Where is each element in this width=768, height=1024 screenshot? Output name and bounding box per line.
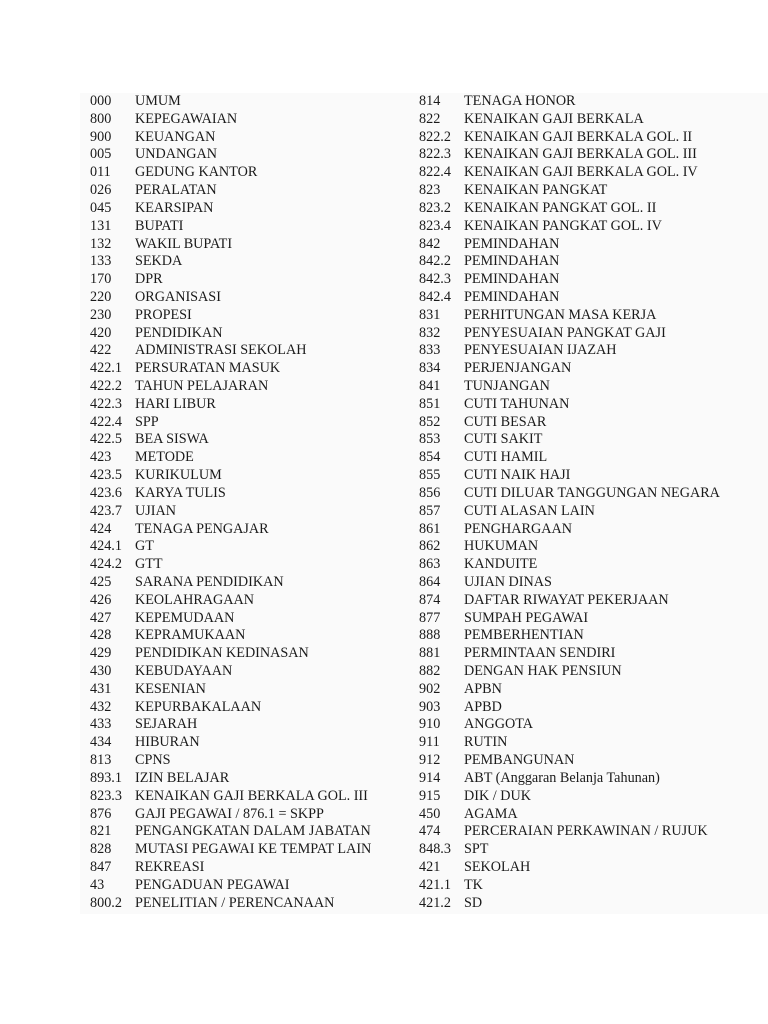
classification-label: PENDIDIKAN KEDINASAN <box>135 645 309 662</box>
classification-label: ADMINISTRASI SEKOLAH <box>135 342 307 359</box>
classification-label: PENELITIAN / PERENCANAAN <box>135 894 335 911</box>
classification-code: 863 <box>419 556 441 573</box>
classification-label: PROPESI <box>135 306 192 323</box>
classification-label: DAFTAR RIWAYAT PEKERJAAN <box>464 591 669 608</box>
classification-label: PENGADUAN PEGAWAI <box>135 876 290 893</box>
classification-code: 424.1 <box>90 538 122 555</box>
classification-label: GAJI PEGAWAI / 876.1 = SKPP <box>135 805 324 822</box>
classification-code: 877 <box>419 609 441 626</box>
classification-label: KEUANGAN <box>135 128 216 145</box>
classification-code: 230 <box>90 306 112 323</box>
classification-label: PERMINTAAN SENDIRI <box>464 645 616 662</box>
classification-code: 423 <box>90 449 112 466</box>
classification-label: SEJARAH <box>135 716 198 733</box>
classification-code: 132 <box>90 235 112 252</box>
classification-label: PEMINDAHAN <box>464 253 560 270</box>
classification-label: KENAIKAN PANGKAT <box>464 182 608 199</box>
classification-code: 881 <box>419 645 441 662</box>
classification-label: CUTI ALASAN LAIN <box>464 502 595 519</box>
classification-code: 422.5 <box>90 431 122 448</box>
classification-code: 422.3 <box>90 395 122 412</box>
classification-code: 903 <box>419 698 441 715</box>
classification-label: SEKDA <box>135 253 183 270</box>
classification-label: PEMBERHENTIAN <box>464 627 584 644</box>
classification-code: 220 <box>90 288 112 305</box>
classification-code: 834 <box>419 360 441 377</box>
classification-label: PERJENJANGAN <box>464 360 572 377</box>
classification-code: 912 <box>419 752 441 769</box>
classification-label: REKREASI <box>135 858 205 875</box>
classification-code: 434 <box>90 734 112 751</box>
classification-code: 011 <box>90 164 111 181</box>
classification-code: 842.4 <box>419 288 451 305</box>
classification-label: PENYESUAIAN PANGKAT GAJI <box>464 324 666 341</box>
classification-label: KANDUITE <box>464 556 538 573</box>
classification-code: 857 <box>419 502 441 519</box>
classification-label: CUTI HAMIL <box>464 449 548 466</box>
classification-label: KENAIKAN GAJI BERKALA <box>464 110 644 127</box>
classification-code: 432 <box>90 698 112 715</box>
classification-code: 842 <box>419 235 441 252</box>
classification-label: SPP <box>135 413 159 430</box>
classification-label: UNDANGAN <box>135 146 217 163</box>
classification-label: TENAGA PENGAJAR <box>135 520 269 537</box>
classification-code: 026 <box>90 182 112 199</box>
classification-label: UMUM <box>135 93 181 109</box>
classification-label: AGAMA <box>464 805 518 822</box>
classification-label: RUTIN <box>464 734 508 751</box>
classification-code: 474 <box>419 823 441 840</box>
classification-label: PENGHARGAAN <box>464 520 572 537</box>
classification-code: 861 <box>419 520 441 537</box>
classification-code: 131 <box>90 217 112 234</box>
classification-code: 424 <box>90 520 112 537</box>
classification-label: SUMPAH PEGAWAI <box>464 609 589 626</box>
classification-code: 876 <box>90 805 112 822</box>
classification-label: WAKIL BUPATI <box>135 235 233 252</box>
classification-label: ANGGOTA <box>464 716 534 733</box>
classification-label: DPR <box>135 271 163 288</box>
classification-code: 426 <box>90 591 112 608</box>
classification-code: 882 <box>419 663 441 679</box>
classification-label: DENGAN HAK PENSIUN <box>464 663 622 679</box>
classification-code: 422.4 <box>90 413 122 430</box>
classification-label: PEMINDAHAN <box>464 271 560 288</box>
classification-code: 422.2 <box>90 378 122 394</box>
classification-code: 430 <box>90 663 112 679</box>
classification-label: TAHUN PELAJARAN <box>135 378 269 394</box>
classification-code: 862 <box>419 538 441 555</box>
classification-label: SEKOLAH <box>464 858 531 875</box>
classification-label: METODE <box>135 449 194 466</box>
classification-code: 421.1 <box>419 876 451 893</box>
classification-code: 822.4 <box>419 164 451 181</box>
classification-code: 433 <box>90 716 112 733</box>
classification-code: 823 <box>419 182 441 199</box>
classification-code: 427 <box>90 609 112 626</box>
classification-label: APBD <box>464 698 502 715</box>
classification-code: 842.3 <box>419 271 451 288</box>
classification-code: 43 <box>90 876 105 893</box>
classification-code: 823.4 <box>419 217 451 234</box>
classification-code: 424.2 <box>90 556 122 573</box>
classification-label: MUTASI PEGAWAI KE TEMPAT LAIN <box>135 841 372 858</box>
classification-label: ABT (Anggaran Belanja Tahunan) <box>464 769 660 786</box>
classification-label: KURIKULUM <box>135 467 222 484</box>
classification-code: 823.2 <box>419 199 451 216</box>
classification-code: 431 <box>90 680 112 697</box>
classification-label: KEBUDAYAAN <box>135 663 233 679</box>
classification-code: 422.1 <box>90 360 122 377</box>
classification-code: 856 <box>419 484 441 501</box>
classification-label: UJIAN <box>135 502 176 519</box>
classification-code: 133 <box>90 253 112 270</box>
classification-label: TK <box>464 876 483 893</box>
classification-code: 428 <box>90 627 112 644</box>
classification-label: PERCERAIAN PERKAWINAN / RUJUK <box>464 823 708 840</box>
classification-code: 833 <box>419 342 441 359</box>
classification-code: 813 <box>90 752 112 769</box>
classification-code: 800 <box>90 110 112 127</box>
classification-label: SARANA PENDIDIKAN <box>135 573 284 590</box>
classification-label: KEARSIPAN <box>135 199 214 216</box>
classification-code: 450 <box>419 805 441 822</box>
classification-label: HUKUMAN <box>464 538 539 555</box>
classification-code: 005 <box>90 146 112 163</box>
classification-label: CUTI SAKIT <box>464 431 543 448</box>
classification-code: 425 <box>90 573 112 590</box>
classification-code: 847 <box>90 858 112 875</box>
classification-label: KEPRAMUKAAN <box>135 627 246 644</box>
classification-label: CUTI NAIK HAJI <box>464 467 571 484</box>
classification-code: 893.1 <box>90 769 122 786</box>
classification-code: 902 <box>419 680 441 697</box>
classification-label: TUNJANGAN <box>464 378 550 394</box>
classification-code: 423.5 <box>90 467 122 484</box>
classification-code: 854 <box>419 449 441 466</box>
classification-label: PENDIDIKAN <box>135 324 223 341</box>
classification-label: KEPURBAKALAAN <box>135 698 262 715</box>
classification-code: 853 <box>419 431 441 448</box>
classification-label: PENYESUAIAN IJAZAH <box>464 342 617 359</box>
classification-code: 822 <box>419 110 441 127</box>
classification-label: BEA SISWA <box>135 431 209 448</box>
classification-label: HARI LIBUR <box>135 395 216 412</box>
classification-code: 848.3 <box>419 841 451 858</box>
classification-label: KARYA TULIS <box>135 484 226 501</box>
classification-code: 831 <box>419 306 441 323</box>
classification-label: HIBURAN <box>135 734 200 751</box>
classification-label: PERHITUNGAN MASA KERJA <box>464 306 657 323</box>
classification-label: PENGANGKATAN DALAM JABATAN <box>135 823 371 840</box>
classification-code: 821 <box>90 823 112 840</box>
classification-label: KEPEMUDAAN <box>135 609 235 626</box>
classification-code: 823.3 <box>90 787 122 804</box>
classification-label: PERSURATAN MASUK <box>135 360 281 377</box>
classification-code: 000 <box>90 93 112 109</box>
classification-label: CUTI BESAR <box>464 413 547 430</box>
classification-code: 852 <box>419 413 441 430</box>
classification-code: 910 <box>419 716 441 733</box>
classification-label: KEOLAHRAGAAN <box>135 591 255 608</box>
classification-label: APBN <box>464 680 502 697</box>
classification-code: 822.2 <box>419 128 451 145</box>
classification-code: 420 <box>90 324 112 341</box>
classification-label: UJIAN DINAS <box>464 573 552 590</box>
classification-label: TENAGA HONOR <box>464 93 576 109</box>
classification-code: 874 <box>419 591 441 608</box>
classification-code: 842.2 <box>419 253 451 270</box>
classification-code: 045 <box>90 199 112 216</box>
classification-label: PERALATAN <box>135 182 217 199</box>
classification-label: GEDUNG KANTOR <box>135 164 258 181</box>
classification-code: 864 <box>419 573 441 590</box>
classification-code: 911 <box>419 734 440 751</box>
classification-label: CUTI TAHUNAN <box>464 395 570 412</box>
classification-label: KENAIKAN GAJI BERKALA GOL. II <box>464 128 693 145</box>
classification-label: KENAIKAN GAJI BERKALA GOL. III <box>135 787 368 804</box>
classification-code: 423.7 <box>90 502 122 519</box>
classification-code: 841 <box>419 378 441 394</box>
classification-code: 851 <box>419 395 441 412</box>
classification-code: 888 <box>419 627 441 644</box>
classification-label: KEPEGAWAIAN <box>135 110 238 127</box>
classification-label: SPT <box>464 841 489 858</box>
classification-label: PEMINDAHAN <box>464 235 560 252</box>
classification-code: 423.6 <box>90 484 122 501</box>
classification-label: KENAIKAN GAJI BERKALA GOL. III <box>464 146 697 163</box>
classification-label: DIK / DUK <box>464 787 531 804</box>
classification-label: SD <box>464 894 483 911</box>
classification-label: CUTI DILUAR TANGGUNGAN NEGARA <box>464 484 720 501</box>
classification-code: 822.3 <box>419 146 451 163</box>
classification-label: GT <box>135 538 154 555</box>
classification-label: PEMBANGUNAN <box>464 752 575 769</box>
classification-code: 814 <box>419 93 441 109</box>
classification-code: 170 <box>90 271 112 288</box>
classification-label: PEMINDAHAN <box>464 288 560 305</box>
classification-code: 800.2 <box>90 894 122 911</box>
classification-label: KENAIKAN PANGKAT GOL. II <box>464 199 657 216</box>
classification-label: ORGANISASI <box>135 288 221 305</box>
classification-label: BUPATI <box>135 217 184 234</box>
classification-code: 421.2 <box>419 894 451 911</box>
classification-code: 429 <box>90 645 112 662</box>
classification-label: GTT <box>135 556 163 573</box>
classification-label: KENAIKAN GAJI BERKALA GOL. IV <box>464 164 698 181</box>
classification-label: KENAIKAN PANGKAT GOL. IV <box>464 217 662 234</box>
classification-code: 914 <box>419 769 441 786</box>
classification-code: 900 <box>90 128 112 145</box>
classification-label: IZIN BELAJAR <box>135 769 230 786</box>
classification-label: CPNS <box>135 752 171 769</box>
classification-code: 915 <box>419 787 441 804</box>
classification-code: 832 <box>419 324 441 341</box>
classification-code: 828 <box>90 841 112 858</box>
classification-code: 421 <box>419 858 441 875</box>
classification-label: KESENIAN <box>135 680 206 697</box>
classification-code: 422 <box>90 342 112 359</box>
classification-code: 855 <box>419 467 441 484</box>
